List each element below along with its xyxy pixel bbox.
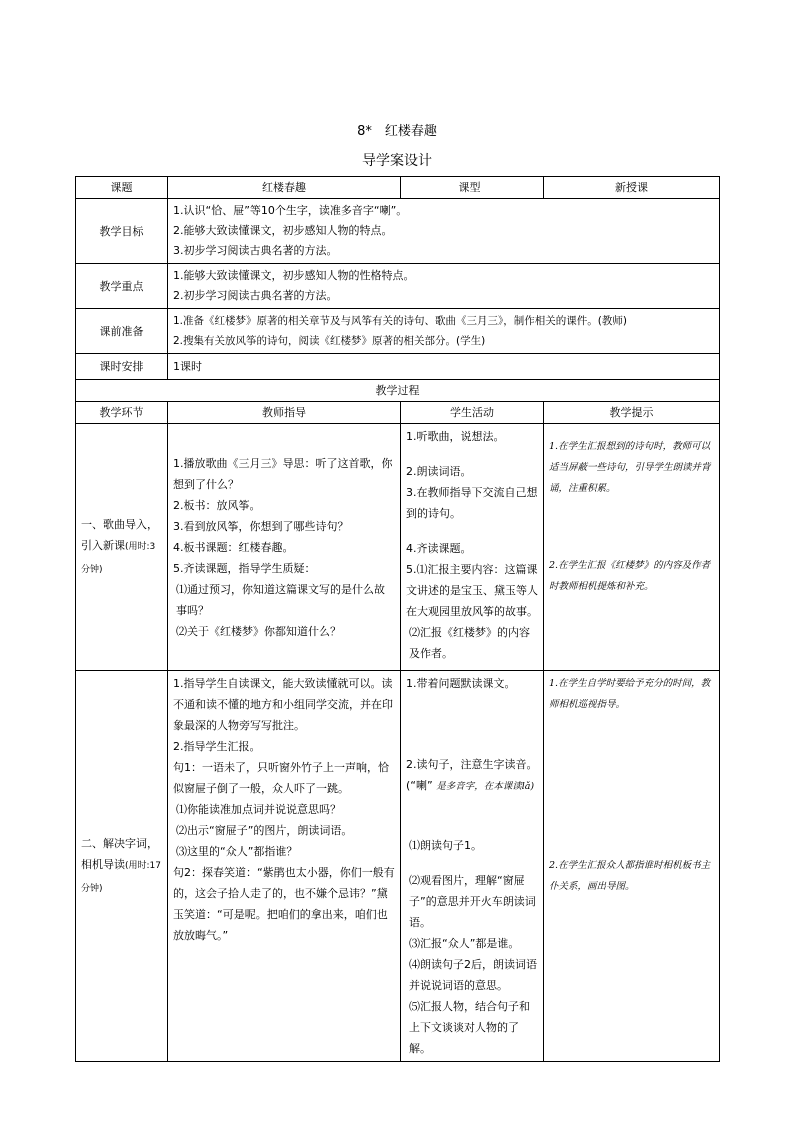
section1-stage [76, 424, 168, 671]
student-step: ⑴朗读句子1。 [409, 839, 482, 852]
student-step: ⑸汇报人物，结合句子和上下文谈谈对人物的了解。 [409, 1000, 530, 1055]
info-row [76, 177, 720, 199]
teacher-step: 句2：探春笑道：“紫鹃也太小器，你们一般有的，这会子拾人走了的，也不嫌个忌讳？”黛玉笑道：“可是呢。把咱们的拿出来，咱们也放放晦气。” [173, 866, 395, 942]
stage-name: 二、解决字词，相机导读 [81, 836, 158, 871]
stage-time: (用时:3分钟) [81, 541, 156, 575]
stage-time: (用时:17分钟) [81, 860, 161, 894]
student-step [406, 754, 538, 797]
teacher-step: 句1：一语未了，只听窗外竹子上一声响，恰似窗屉子倒了一般，众人吓了一跳。 [173, 761, 389, 795]
schedule-value: 1课时 [168, 354, 720, 380]
teacher-step: ⑶这里的“众人”都指谁？ [176, 845, 298, 858]
schedule-label: 课时安排 [76, 354, 168, 380]
section1-student [401, 424, 544, 671]
student-step: ⑷朗读句子2后，朗读词语并说说词语的意思。 [409, 958, 537, 992]
teacher-step: 3.看到放风筝，你想到了哪些诗句？ [173, 519, 349, 533]
section1-row [76, 424, 720, 671]
student-step: 1.听歌曲，说想法。 [406, 430, 505, 443]
col-header-teacher: 教师指导 [168, 402, 401, 424]
preparation-item: 1.准备《红楼梦》原著的相关章节及与风筝有关的诗句、歌曲《三月三》，制作相关的课件。(教师) [173, 315, 627, 327]
student-step: 5.⑴汇报主要内容：这篇课文讲述的是宝玉、黛玉等人在大观园里放风筝的故事。 [406, 563, 538, 618]
teacher-step: 1.播放歌曲《三月三》导思：听了这首歌，你想到了什么？ [173, 456, 393, 491]
student-step: 4.齐读课题。 [406, 542, 472, 555]
goal-item: 2.能够大致读懂课文，初步感知人物的特点。 [173, 224, 393, 237]
goals-content [168, 199, 720, 264]
process-title-row [76, 380, 720, 402]
keypoints-label: 教学重点 [76, 264, 168, 309]
topic-value [168, 177, 401, 199]
student-step: ⑵汇报《红楼梦》的内容及作者。 [409, 626, 530, 660]
col-header-student: 学生活动 [401, 402, 544, 424]
process-title: 教学过程 [76, 380, 720, 402]
process-header-row [76, 402, 720, 424]
goal-item: 3.初步学习阅读古典名著的方法。 [173, 244, 338, 257]
teacher-step: 2.指导学生汇报。 [173, 740, 261, 753]
preparation-label: 课前准备 [76, 309, 168, 354]
preparation-row [76, 309, 720, 354]
teacher-step: ⑵关于《红楼梦》你都知道什么？ [176, 624, 341, 638]
keypoints-content [168, 264, 720, 309]
preparation-content [168, 309, 720, 354]
goal-item: 1.认识“恰、屉”等10个生字，读准多音字“喇”。 [173, 204, 408, 217]
student-step: ⑶汇报“众人”都是谁。 [409, 937, 520, 950]
page-subtitle: 导学案设计 [362, 153, 432, 169]
col-header-hint: 教学提示 [544, 402, 720, 424]
schedule-row [76, 354, 720, 380]
student-step: 3.在教师指导下交流自己想到的诗句。 [406, 486, 538, 520]
stage-name: 一、歌曲导入，引入新课 [81, 517, 158, 552]
section1-teacher [168, 424, 401, 671]
student-step: 2.朗读词语。 [406, 465, 472, 478]
teacher-step: 2.板书：放风筝。 [173, 498, 261, 512]
section2-stage [76, 671, 168, 1062]
student-step: 1.带着问题默读课文。 [406, 677, 516, 690]
keypoint-item: 2.初步学习阅读古典名著的方法。 [173, 289, 338, 302]
topic-label: 课题 [76, 177, 168, 199]
topic-text: 红楼春趣 [262, 180, 306, 194]
hint-item: 1.在学生自学时要给予充分的时间，教师相机巡视指导。 [549, 678, 711, 710]
preparation-item: 2.搜集有关放风筝的诗句，阅读《红楼梦》原著的相关部分。(学生) [173, 335, 486, 347]
hint-item: 2.在学生汇报众人都指谁时相机板书主仆关系，画出导图。 [549, 860, 711, 892]
type-value: 新授课 [544, 177, 720, 199]
teacher-step: 5.齐读课题，指导学生质疑： [173, 561, 316, 575]
hint-item: 2.在学生汇报《红楼梦》的内容及作者时教师相机提炼和补充。 [549, 560, 711, 592]
keypoints-row [76, 264, 720, 309]
section2-student [401, 671, 544, 1062]
student-step: ⑵观看图片，理解“窗屉子”的意思并开火车朗读词语。 [409, 874, 536, 929]
section2-row [76, 671, 720, 1062]
student-step-main: 2.读句子，注意生字读音。(“喇” [406, 758, 538, 792]
type-label: 课型 [401, 177, 544, 199]
section2-teacher [168, 671, 401, 1062]
keypoint-item: 1.能够大致读懂课文，初步感知人物的性格特点。 [173, 269, 415, 282]
col-header-stage: 教学环节 [76, 402, 168, 424]
goals-label: 教学目标 [76, 199, 168, 264]
section2-hints [544, 671, 720, 1062]
section1-hints [544, 424, 720, 671]
lesson-plan-table [75, 176, 720, 1062]
student-step-note: 是多音字，在本课读lǎ) [436, 781, 535, 792]
teacher-step: ⑴你能读准加点词并说说意思吗？ [176, 803, 341, 816]
teacher-step: 1.指导学生自读课文，能大致读懂就可以。读不通和读不懂的地方和小组同学交流，并在印象最深的人物旁写写批注。 [173, 677, 393, 732]
teacher-step: ⑴通过预习，你知道这篇课文写的是什么故事吗？ [176, 582, 385, 617]
teacher-step: 4.板书课题：红楼春趣。 [173, 540, 294, 554]
goals-row [76, 199, 720, 264]
teacher-step: ⑵出示“窗屉子”的图片，朗读词语。 [176, 824, 353, 837]
page-title: 8* 红楼春趣 [357, 124, 437, 139]
hint-item: 1.在学生汇报想到的诗句时，教师可以适当屏蔽一些诗句，引导学生朗读并背诵，注重积累。 [549, 441, 711, 494]
